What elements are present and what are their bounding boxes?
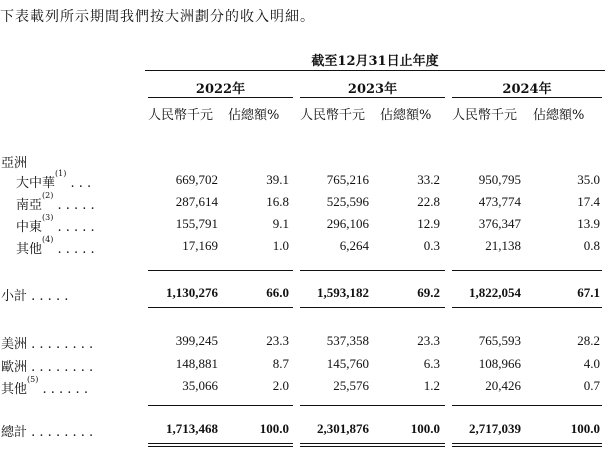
asia-row-3-cell-3: 0.3 xyxy=(423,238,440,253)
amount-label-2023: 人民幣千元 xyxy=(300,108,366,123)
asia-row-0-footnote: (1) xyxy=(55,169,67,178)
asia-row-1-footnote: (2) xyxy=(42,191,54,200)
year-rule-2022 xyxy=(148,97,293,98)
total-double-rule-2022-b xyxy=(148,446,293,447)
other-row-1-label-text: 歐洲 xyxy=(1,360,28,375)
subtotal-bottom-rule-2024 xyxy=(452,307,602,308)
share-label-2023: 佔總額% xyxy=(380,108,432,123)
asia-row-1-cell-5: 17.4 xyxy=(577,194,600,209)
asia-row-2-cell-3: 12.9 xyxy=(417,216,440,231)
other-row-2-cell-3: 1.2 xyxy=(423,378,440,393)
total-rule-2024 xyxy=(452,405,602,406)
subtotal-bottom-rule-2022 xyxy=(148,307,293,308)
total-double-rule-2023-a xyxy=(300,443,445,444)
asia-row-0-label-text: 大中華 xyxy=(16,176,56,191)
asia-row-2-leader-dots: . . . . . xyxy=(53,220,95,235)
asia-row-1-label-text: 南亞 xyxy=(16,198,43,213)
year-header-2024: 2024年 xyxy=(502,82,552,97)
subtotal-bottom-rule-2023 xyxy=(300,307,445,308)
asia-row-1-cell-4: 473,774 xyxy=(478,194,521,209)
asia-row-3-cell-5: 0.8 xyxy=(583,238,600,253)
asia-row-2-label xyxy=(16,213,95,235)
asia-row-1-label xyxy=(16,191,95,213)
total-row-cell-1: 100.0 xyxy=(259,421,289,436)
other-row-2-footnote: (5) xyxy=(27,375,39,384)
subtotal-row-cell-2: 1,593,182 xyxy=(317,285,369,300)
asia-row-1-leader-dots: . . . . . xyxy=(53,198,95,213)
other-row-1-label xyxy=(1,356,93,375)
subtotal-row-cell-5: 67.1 xyxy=(577,285,600,300)
asia-row-2-cell-5: 13.9 xyxy=(577,216,600,231)
asia-row-1-cell-0: 287,614 xyxy=(175,194,218,209)
subtotal-row-label-text: 小計 xyxy=(1,289,28,304)
asia-row-2-cell-1: 9.1 xyxy=(272,216,289,231)
asia-row-3-cell-4: 21,138 xyxy=(485,238,521,253)
other-row-2-cell-1: 2.0 xyxy=(272,378,289,393)
subtotal-row-cell-4: 1,822,054 xyxy=(469,285,521,300)
year-rule-2024 xyxy=(452,97,602,98)
asia-row-0-cell-1: 39.1 xyxy=(266,172,289,187)
total-rule-2023 xyxy=(300,405,445,406)
asia-row-0-cell-3: 33.2 xyxy=(417,172,440,187)
other-row-1-cell-4: 108,966 xyxy=(478,356,521,371)
asia-row-1-cell-3: 22.8 xyxy=(417,194,440,209)
other-row-2-label-text: 其他 xyxy=(1,382,28,397)
other-row-1-cell-2: 145,760 xyxy=(326,356,369,371)
subtotal-row-cell-0: 1,130,276 xyxy=(166,285,218,300)
asia-row-3-footnote: (4) xyxy=(42,235,54,244)
other-row-1-cell-5: 4.0 xyxy=(583,356,600,371)
other-row-0-label-text: 美洲 xyxy=(1,337,28,352)
other-row-1-leader-dots: . . . . . . . . xyxy=(27,360,94,375)
asia-row-0-cell-4: 950,795 xyxy=(478,172,521,187)
total-rule-2022 xyxy=(148,405,293,406)
total-double-rule-2023-b xyxy=(300,446,445,447)
other-row-0-cell-3: 23.3 xyxy=(417,333,440,348)
other-row-2-cell-4: 20,426 xyxy=(485,378,521,393)
intro-text: 下表載列所示期間我們按大洲劃分的收入明細。 xyxy=(0,9,315,25)
asia-row-3-cell-2: 6,264 xyxy=(339,238,369,253)
other-row-0-cell-5: 28.2 xyxy=(577,333,600,348)
subtotal-row-label xyxy=(1,285,68,304)
year-header-2023: 2023年 xyxy=(347,82,398,97)
asia-row-2-cell-0: 155,791 xyxy=(175,216,218,231)
total-row-cell-5: 100.0 xyxy=(570,421,600,436)
other-row-0-cell-2: 537,358 xyxy=(326,333,369,348)
asia-row-2-cell-2: 296,106 xyxy=(326,216,369,231)
subtotal-rule-2024 xyxy=(452,270,602,271)
other-row-1-cell-0: 148,881 xyxy=(175,356,218,371)
total-row-cell-3: 100.0 xyxy=(410,421,440,436)
other-row-0-leader-dots: . . . . . . . . xyxy=(27,337,94,352)
period-header: 截至12月31日止年度 xyxy=(311,54,439,69)
other-row-2-cell-5: 0.7 xyxy=(583,378,600,393)
asia-row-0-cell-2: 765,216 xyxy=(326,172,369,187)
other-row-0-cell-4: 765,593 xyxy=(478,333,521,348)
header-rule xyxy=(145,70,605,71)
subtotal-rule-2022 xyxy=(148,270,293,271)
section-asia: 亞洲 xyxy=(1,156,28,171)
asia-row-2-label-text: 中東 xyxy=(16,220,43,235)
other-row-0-label xyxy=(1,333,93,352)
asia-row-2-footnote: (3) xyxy=(42,213,54,222)
asia-row-3-cell-1: 1.0 xyxy=(272,238,289,253)
total-row-label-text: 總計 xyxy=(1,425,28,440)
other-row-0-cell-0: 399,245 xyxy=(175,333,218,348)
asia-row-3-leader-dots: . . . . . xyxy=(53,242,95,257)
total-row-cell-0: 1,713,468 xyxy=(166,421,218,436)
year-header-2022: 2022年 xyxy=(195,82,246,97)
total-double-rule-2024-b xyxy=(452,446,602,447)
asia-row-1-cell-1: 16.8 xyxy=(266,194,289,209)
year-rule-2023 xyxy=(300,97,445,98)
asia-row-1-cell-2: 525,596 xyxy=(326,194,369,209)
other-row-1-cell-3: 6.3 xyxy=(423,356,440,371)
asia-row-0-leader-dots: . . . xyxy=(66,176,92,191)
amount-label-2024: 人民幣千元 xyxy=(452,108,518,123)
subtotal-row-cell-3: 69.2 xyxy=(417,285,440,300)
other-row-2-label xyxy=(1,375,88,397)
asia-row-3-cell-0: 17,169 xyxy=(182,238,218,253)
subtotal-row-leader-dots: . . . . . xyxy=(27,289,69,304)
other-row-0-cell-1: 23.3 xyxy=(266,333,289,348)
share-label-2024: 佔總額% xyxy=(533,108,585,123)
total-row-label xyxy=(1,421,93,440)
asia-row-2-cell-4: 376,347 xyxy=(478,216,521,231)
other-row-1-cell-1: 8.7 xyxy=(272,356,289,371)
total-row-cell-4: 2,717,039 xyxy=(469,421,521,436)
asia-row-0-cell-0: 669,702 xyxy=(175,172,218,187)
asia-row-3-label-text: 其他 xyxy=(16,242,43,257)
total-double-rule-2024-a xyxy=(452,443,602,444)
total-double-rule-2022-a xyxy=(148,443,293,444)
total-row-cell-2: 2,301,876 xyxy=(317,421,369,436)
other-row-2-cell-0: 35,066 xyxy=(182,378,218,393)
subtotal-row-cell-1: 66.0 xyxy=(266,285,289,300)
other-row-2-cell-2: 25,576 xyxy=(333,378,369,393)
other-row-2-leader-dots: . . . . . . xyxy=(38,382,88,397)
asia-row-0-label xyxy=(16,169,92,191)
share-label-2022: 佔總額% xyxy=(228,108,280,123)
amount-label-2022: 人民幣千元 xyxy=(148,108,214,123)
asia-row-0-cell-5: 35.0 xyxy=(577,172,600,187)
asia-row-3-label xyxy=(16,235,95,257)
total-row-leader-dots: . . . . . . . . xyxy=(27,425,94,440)
subtotal-rule-2023 xyxy=(300,270,445,271)
